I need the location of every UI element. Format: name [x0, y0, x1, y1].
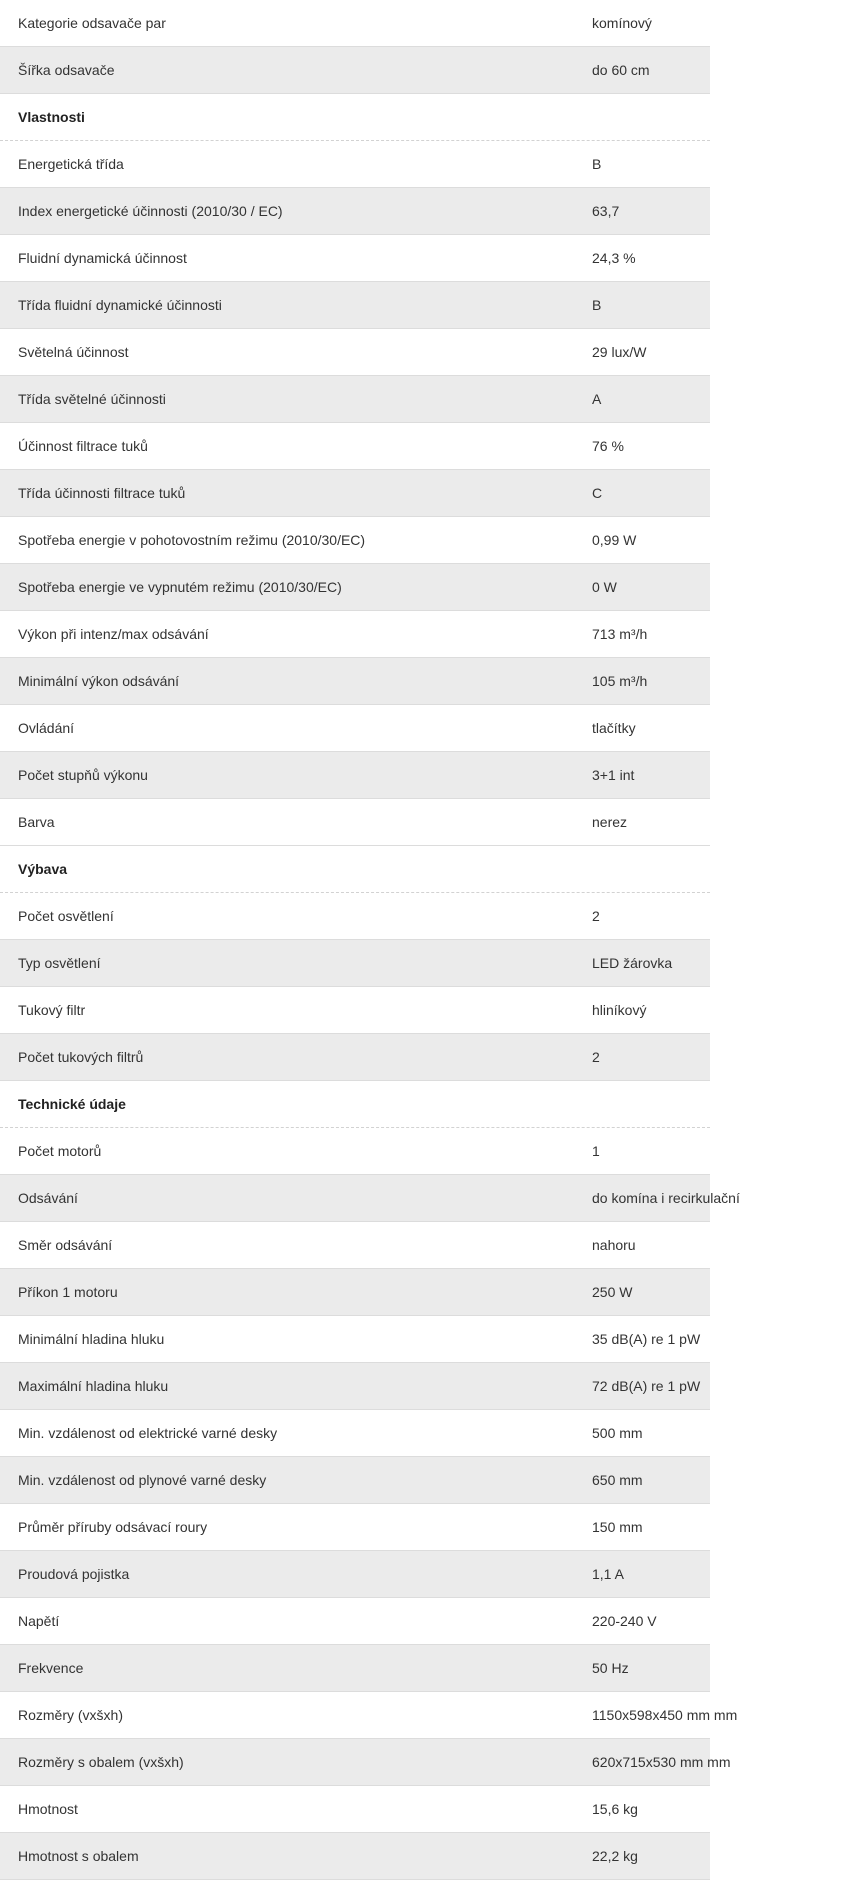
spec-value: 0,99 W — [592, 532, 637, 548]
spec-value: LED žárovka — [592, 955, 673, 971]
table-row — [0, 1175, 740, 1222]
spec-label: Světelná účinnost — [18, 344, 129, 360]
spec-value: 29 lux/W — [592, 344, 647, 360]
spec-label: Frekvence — [18, 1660, 84, 1676]
spec-value: 500 mm — [592, 1425, 643, 1441]
spec-label: Spotřeba energie ve vypnutém režimu (2010/30/EC) — [18, 579, 342, 595]
table-row — [0, 235, 710, 282]
spec-label: Energetická třída — [18, 156, 124, 172]
table-row — [0, 799, 710, 846]
table-row — [0, 752, 710, 799]
spec-label: Minimální výkon odsávání — [18, 673, 180, 689]
spec-label: Fluidní dynamická účinnost — [18, 250, 187, 266]
section-header-row — [0, 1081, 710, 1128]
spec-label: Barva — [18, 814, 55, 830]
spec-value: do komína i recirkulační — [592, 1190, 740, 1206]
spec-value: C — [592, 485, 603, 501]
table-row — [0, 1551, 710, 1598]
table-row — [0, 893, 710, 940]
spec-value: 1,1 A — [592, 1566, 624, 1582]
table-row — [0, 1269, 710, 1316]
table-row — [0, 564, 710, 611]
spec-label: Min. vzdálenost od plynové varné desky — [18, 1472, 267, 1488]
spec-value: 63,7 — [592, 203, 620, 219]
spec-label: Hmotnost — [18, 1801, 78, 1817]
spec-value: 2 — [592, 1049, 600, 1065]
spec-label: Počet tukových filtrů — [18, 1049, 144, 1065]
table-row — [0, 282, 710, 329]
spec-value: 713 m³/h — [592, 626, 648, 642]
table-row — [0, 1786, 710, 1833]
spec-value: 24,3 % — [592, 250, 636, 266]
table-row — [0, 611, 710, 658]
section-header-row — [0, 846, 710, 893]
spec-value: 650 mm — [592, 1472, 643, 1488]
table-row — [0, 1363, 710, 1410]
spec-label: Třída světelné účinnosti — [18, 391, 166, 407]
spec-value: 105 m³/h — [592, 673, 648, 689]
spec-label: Počet stupňů výkonu — [18, 767, 148, 783]
table-row — [0, 423, 710, 470]
table-row — [0, 517, 710, 564]
spec-value: 620x715x530 mm mm — [592, 1754, 731, 1770]
spec-value: 50 Hz — [592, 1660, 629, 1676]
spec-value: 150 mm — [592, 1519, 643, 1535]
table-row — [0, 188, 710, 235]
table-row — [0, 470, 710, 517]
spec-label: Počet motorů — [18, 1143, 102, 1159]
table-row — [0, 1222, 710, 1269]
table-row — [0, 329, 710, 376]
table-row — [0, 1128, 710, 1175]
spec-label: Min. vzdálenost od elektrické varné desky — [18, 1425, 278, 1441]
spec-label: Průměr příruby odsávací roury — [18, 1519, 208, 1535]
spec-label: Napětí — [18, 1613, 60, 1629]
spec-value: komínový — [592, 15, 652, 31]
spec-value: 0 W — [592, 579, 617, 595]
spec-value: B — [592, 156, 602, 172]
spec-value: tlačítky — [592, 720, 636, 736]
spec-label: Šířka odsavače — [18, 62, 115, 78]
table-row — [0, 1410, 710, 1457]
table-row — [0, 1833, 710, 1880]
table-row — [0, 1598, 710, 1645]
table-row — [0, 658, 710, 705]
spec-label: Kategorie odsavače par — [18, 15, 166, 31]
spec-label: Hmotnost s obalem — [18, 1848, 139, 1864]
spec-label: Proudová pojistka — [18, 1566, 130, 1582]
spec-value: 76 % — [592, 438, 624, 454]
spec-label: Odsávání — [18, 1190, 78, 1206]
spec-value: 22,2 kg — [592, 1848, 638, 1864]
spec-label: Třída účinnosti filtrace tuků — [18, 485, 186, 501]
spec-value: nerez — [592, 814, 628, 830]
spec-label: Příkon 1 motoru — [18, 1284, 118, 1300]
spec-label: Rozměry (vxšxh) — [18, 1707, 124, 1723]
table-row — [0, 1645, 710, 1692]
table-row — [0, 47, 710, 94]
spec-label: Spotřeba energie v pohotovostním režimu (2010/30/EC) — [18, 532, 366, 548]
table-row — [0, 0, 710, 47]
spec-value: 1 — [592, 1143, 600, 1159]
spec-value: A — [592, 391, 602, 407]
table-row — [0, 1034, 710, 1081]
table-row — [0, 705, 710, 752]
table-row — [0, 1457, 710, 1504]
table-row — [0, 376, 710, 423]
section-title: Technické údaje — [18, 1096, 126, 1112]
table-row — [0, 1316, 710, 1363]
spec-label: Tukový filtr — [18, 1002, 86, 1018]
spec-value: 15,6 kg — [592, 1801, 638, 1817]
table-row — [0, 987, 710, 1034]
spec-value: 35 dB(A) re 1 pW — [592, 1331, 701, 1347]
section-title: Výbava — [18, 861, 68, 877]
spec-label: Typ osvětlení — [18, 955, 101, 971]
spec-value: 1150x598x450 mm mm — [592, 1707, 738, 1723]
spec-value: 250 W — [592, 1284, 633, 1300]
spec-value: 220-240 V — [592, 1613, 657, 1629]
table-row — [0, 1504, 710, 1551]
table-row — [0, 940, 710, 987]
spec-label: Třída fluidní dynamické účinnosti — [18, 297, 222, 313]
spec-label: Rozměry s obalem (vxšxh) — [18, 1754, 184, 1770]
spec-label: Výkon při intenz/max odsávání — [18, 626, 209, 642]
spec-label: Ovládání — [18, 720, 75, 736]
spec-value: 3+1 int — [592, 767, 635, 783]
spec-value: 2 — [592, 908, 600, 924]
table-row — [0, 141, 710, 188]
spec-label: Maximální hladina hluku — [18, 1378, 169, 1394]
spec-label: Počet osvětlení — [18, 908, 114, 924]
spec-label: Účinnost filtrace tuků — [18, 438, 148, 454]
section-header-row — [0, 94, 710, 141]
spec-value: hliníkový — [592, 1002, 647, 1018]
spec-label: Minimální hladina hluku — [18, 1331, 165, 1347]
spec-label: Směr odsávání — [18, 1237, 113, 1253]
spec-value: B — [592, 297, 602, 313]
spec-value: 72 dB(A) re 1 pW — [592, 1378, 701, 1394]
spec-value: nahoru — [592, 1237, 636, 1253]
table-row — [0, 1692, 738, 1739]
section-title: Vlastnosti — [18, 109, 85, 125]
table-row — [0, 1739, 731, 1786]
spec-label: Index energetické účinnosti (2010/30 / EC) — [18, 203, 283, 219]
spec-value: do 60 cm — [592, 62, 650, 78]
